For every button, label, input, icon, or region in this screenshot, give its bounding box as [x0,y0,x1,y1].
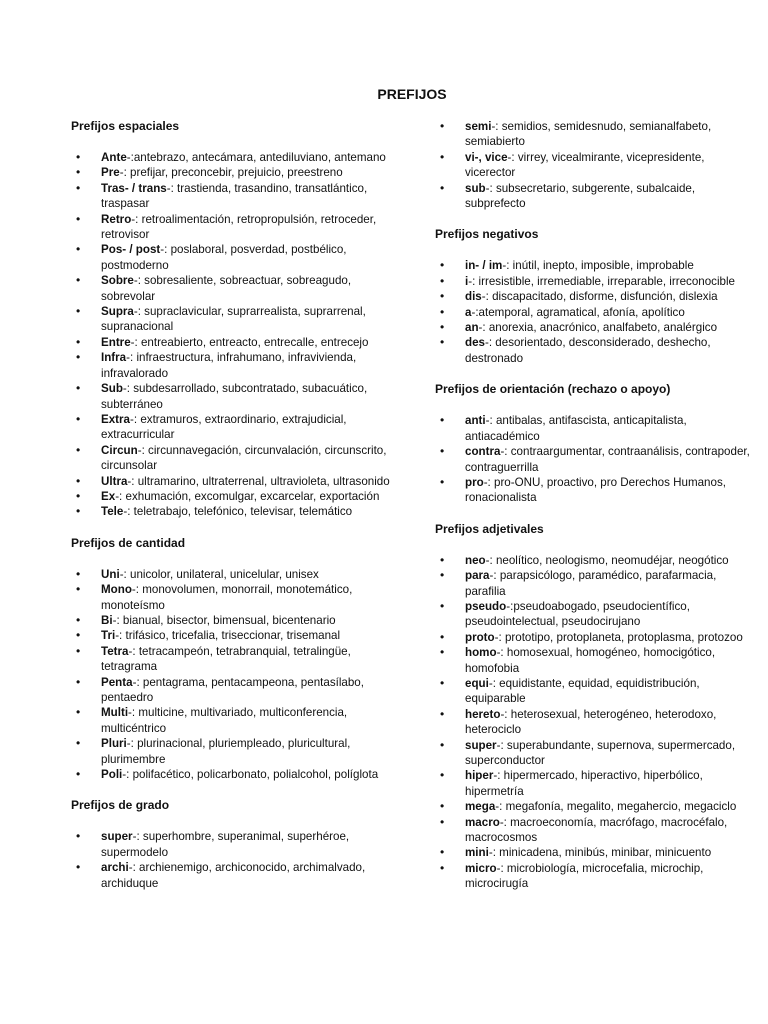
prefix-examples: parapsicólogo, paramédico, parafarmacia, parafilia [465,569,717,598]
prefix-separator: -: [132,830,143,844]
prefix-term: Tri [101,629,116,643]
list-item [71,489,396,504]
prefix-examples: desorientado, desconsiderado, deshecho, destronado [465,336,711,365]
prefix-term: Ex [101,489,116,503]
prefix-examples: discapacitado, disforme, disfunción, dislexia [492,290,718,304]
list-item [71,273,396,304]
prefix-examples: semidios, semidesnudo, semianalfabeto, semiabierto [465,120,712,149]
prefix-examples: superhombre, superanimal, superhéroe, supermodelo [101,830,350,859]
prefix-separator: -: [123,505,134,519]
prefix-separator: -: [131,212,142,226]
prefix-examples: subdesarrollado, subcontratado, subacuático, subterráneo [101,382,368,411]
prefix-examples: homosexual, homogéneo, homocigótico, homofobia [465,646,716,675]
list-item [71,504,396,519]
prefix-separator: -: [122,768,133,782]
prefix-separator: -: [496,646,507,660]
prefix-term: anti [465,414,486,428]
prefix-term: Ultra [101,474,128,488]
list-item [435,599,755,630]
list-item [435,289,755,304]
prefix-term: Entre [101,335,131,349]
prefix-term: Ante [101,151,127,164]
prefix-term: Tetra [101,644,129,658]
prefix-separator: -: [112,613,123,627]
prefix-separator: -: [496,738,507,752]
prefix-separator: -: [115,489,126,503]
prefix-examples: neolítico, neologismo, neomudéjar, neogótico [495,553,729,567]
prefix-list [71,829,396,891]
prefix-examples: superabundante, supernova, supermercado, superconductor [465,738,736,767]
prefix-separator: -: [483,475,494,489]
prefix-list [71,567,396,783]
list-item [435,181,755,212]
section-heading-prefijos-de-orientacion-rechazo-o-apoyo: Prefijos de orientación (rechazo o apoyo) [435,382,671,397]
prefix-examples: supraclavicular, suprarrealista, suprarrenal, supranacional [101,305,366,334]
prefix-examples: archienemigo, archiconocido, archimalvado, archiduque [101,861,366,890]
prefix-examples: prototipo, protoplaneta, protoplasma, protozoo [504,630,743,644]
prefix-term: Circun [101,443,138,457]
list-item [71,443,396,474]
prefix-separator: -: [132,675,143,689]
prefix-separator: -: [478,321,489,335]
prefix-examples: antibalas, antifascista, anticapitalista, antiacadémico [465,414,687,443]
prefix-separator: -: [126,151,134,164]
list-item [435,568,755,599]
prefix-examples: sobresaliente, sobreactuar, sobreagudo, sobrevolar [101,274,352,303]
prefix-separator: -: [468,274,479,288]
list-item [435,707,755,738]
prefix-term: micro [465,861,497,875]
prefix-term: Pluri [101,737,127,751]
prefix-examples: retroalimentación, retropropulsión, retroceder, retrovisor [101,212,377,242]
prefix-examples: unicolor, unilateral, unicelular, unisex [130,567,319,581]
prefix-term: Sub [101,382,123,396]
list-item [435,413,755,444]
prefix-term: dis [465,290,482,304]
list-item [71,582,396,613]
prefix-examples: microbiología, microcefalia, microchip, microcirugía [465,861,704,891]
prefix-examples: minicadena, minibús, minibar, minicuento [499,846,712,860]
list-item [435,845,755,860]
prefix-term: hereto [465,707,501,721]
prefix-term: sub [465,181,486,195]
prefix-separator: -: [484,336,496,350]
prefix-term: Infra [101,351,127,365]
prefix-separator: -: [127,474,138,488]
prefix-examples: entreabierto, entreacto, entrecalle, entrecejo [140,335,369,349]
prefix-term: Supra [101,305,134,319]
prefix-examples: virrey, vicealmirante, vicepresidente, vicerector [465,150,705,180]
prefix-term: mini [465,846,489,860]
prefix-term: semi [465,120,492,133]
prefix-term: super [465,738,497,752]
prefix-term: macro [465,815,500,829]
list-item [71,675,396,706]
prefix-term: Retro [101,212,132,226]
prefix-separator: -: [126,737,138,751]
prefix-examples: monovolumen, monorrail, monotemático, monoteísmo [101,583,353,612]
prefix-term: Multi [101,706,129,720]
prefix-separator: -: [133,274,145,288]
section-heading-prefijos-de-grado: Prefijos de grado [71,798,170,813]
list-item [435,274,755,289]
prefix-examples: ultramarino, ultraterrenal, ultravioleta, ultrasonido [137,474,390,488]
list-item [71,242,396,273]
prefix-term: pro [465,475,484,489]
prefix-separator: -: [126,351,137,365]
prefix-examples: pro-ONU, proactivo, pro Derechos Humanos, ronacionalista [465,475,726,505]
prefix-separator: -: [495,800,506,814]
prefix-term: proto [465,630,495,644]
list-item [435,799,755,814]
prefix-separator: -: [160,243,171,257]
prefix-examples: hipermercado, hiperactivo, hiperbólico, hipermetría [465,769,703,798]
prefix-examples: irresistible, irremediable, irreparable, irreconocible [478,274,736,288]
list-item [71,567,396,582]
prefix-term: equi [465,676,489,690]
prefix-examples: megafonía, megalito, megahercio, megaciclo [505,800,737,814]
list-item [71,860,396,891]
list-item [71,412,396,443]
prefix-separator: -: [166,181,178,195]
list-item [71,474,396,489]
prefix-examples: trastienda, trasandino, transatlántico, traspasar [101,181,368,211]
prefix-term: Uni [101,567,120,581]
prefix-term: Mono [101,583,132,597]
prefix-list [435,413,755,505]
prefix-term: i [465,274,469,288]
list-item [435,320,755,335]
prefix-term: Penta [101,675,133,689]
prefix-separator: -: [496,861,507,875]
prefix-examples: pentagrama, pentacampeona, pentasílabo, pentaedro [101,675,364,704]
prefix-separator: -: [488,846,500,860]
prefix-examples: poslaboral, posverdad, postbélico, postmoderno [101,243,347,272]
prefix-examples: prefijar, preconcebir, prejuicio, preestreno [130,166,343,180]
prefix-separator: -: [494,630,505,644]
list-item [435,630,755,645]
prefix-separator: -: [119,166,131,180]
list-item [71,736,396,767]
prefix-term: Sobre [101,274,134,288]
list-item [71,212,396,243]
prefix-term: homo [465,646,497,660]
prefix-examples: equidistante, equidad, equidistribución, equiparable [465,676,700,706]
list-item [435,738,755,769]
left-column [71,119,396,891]
prefix-term: pseudo [465,599,507,613]
prefix-term: des [465,336,485,350]
prefix-term: Pre [101,166,120,180]
prefix-term: para [465,569,490,583]
prefix-separator: -: [119,567,130,581]
prefix-separator: -: [481,290,493,304]
prefix-separator: -: [500,707,511,721]
prefix-examples: multicine, multivariado, multiconferencia, multicéntrico [101,706,348,735]
list-item [71,165,396,180]
list-item [71,181,396,212]
prefix-term: archi [101,861,129,875]
list-item [71,335,396,350]
prefix-examples: atemporal, agramatical, afonía, apolítico [478,305,685,319]
prefix-term: mega [465,800,496,814]
section-heading-prefijos-negativos: Prefijos negativos [435,227,539,242]
prefix-term: an [465,321,479,335]
list-item [435,444,755,475]
prefix-list [435,258,755,366]
list-item [71,304,396,335]
prefix-examples: infraestructura, infrahumano, infravivienda, infravalorado [101,351,357,380]
list-item [435,768,755,799]
list-item [71,350,396,381]
prefix-separator: -: [485,553,496,567]
list-item [435,258,755,273]
prefix-examples: anorexia, anacrónico, analfabeto, analérgico [488,321,718,335]
list-item [435,475,755,506]
prefix-separator: -: [502,259,513,273]
list-item [71,767,396,782]
prefix-separator: -: [488,676,500,690]
prefix-term: a [465,305,472,319]
prefix-separator: -: [506,599,514,613]
section-heading-prefijos-espaciales: Prefijos espaciales [71,119,180,133]
prefix-term: contra [465,445,501,459]
prefix-examples: inútil, inepto, imposible, improbable [512,259,694,273]
prefix-separator: -: [131,583,143,597]
prefix-examples: antebrazo, antecámara, antediluviano, antemano [133,151,386,164]
prefix-term: neo [465,553,486,567]
prefix-examples: pseudoabogado, pseudocientífico, pseudointelectual, pseudocirujano [465,599,690,629]
prefix-separator: -: [130,412,141,426]
prefix-separator: -: [493,769,504,783]
prefix-separator: -: [115,629,126,643]
prefix-list [435,553,755,892]
prefix-separator: -: [137,443,149,457]
prefix-examples: extramuros, extraordinario, extrajudicial, extracurricular [101,412,347,442]
prefix-examples: plurinacional, pluriempleado, pluricultural, plurimembre [101,737,351,766]
prefix-term: Poli [101,768,123,782]
prefix-examples: teletrabajo, telefónico, televisar, telemático [133,505,353,519]
prefix-separator: -: [485,181,496,195]
list-item [71,150,396,165]
prefix-term: Extra [101,412,131,426]
list-item [71,705,396,736]
prefix-separator: -: [500,445,511,459]
prefix-term: vi-, vice [465,150,508,164]
list-item [71,628,396,643]
prefix-separator: -: [471,305,479,319]
prefix-separator: -: [122,382,134,396]
prefix-separator: -: [499,815,511,829]
prefix-term: Tras- / trans [101,181,167,195]
prefix-examples: subsecretario, subgerente, subalcaide, subprefecto [465,181,696,211]
prefix-examples: macroeconomía, macrófago, macrocéfalo, macrocosmos [465,815,728,845]
list-item [435,150,755,181]
page-title: PREFIJOS [377,86,447,102]
prefix-term: super [101,830,133,844]
section-heading-prefijos-adjetivales: Prefijos adjetivales [435,521,544,536]
prefix-separator: -: [485,414,496,428]
prefix-list [71,150,396,520]
prefix-term: Tele [101,505,124,519]
prefix-term: in- / im [465,259,503,273]
prefix-separator: -: [489,569,500,583]
prefix-term: hiper [465,769,494,783]
prefix-separator: -: [133,305,145,319]
prefix-separator: -: [128,706,139,720]
list-item [71,644,396,675]
list-item [435,645,755,676]
list-item [71,381,396,412]
prefix-examples: exhumación, excomulgar, excarcelar, exportación [125,489,380,503]
prefix-separator: -: [128,861,140,875]
prefix-examples: heterosexual, heterogéneo, heterodoxo, heterociclo [465,707,717,737]
right-column [435,119,755,892]
prefix-examples: bianual, bisector, bimensual, bicentenario [122,613,336,627]
list-item [435,815,755,846]
list-item [435,676,755,707]
prefix-examples: polifacético, policarbonato, polialcohol, políglota [132,768,379,782]
prefix-list [435,119,755,211]
prefix-term: Bi [101,613,113,627]
prefix-examples: trifásico, tricefalia, triseccionar, trisemanal [125,629,341,643]
list-item [71,829,396,860]
prefix-separator: -: [507,150,518,164]
prefix-term: Pos- / post [101,243,161,257]
prefix-separator: -: [491,120,502,133]
list-item [435,553,755,568]
section-heading-prefijos-de-cantidad: Prefijos de cantidad [71,535,186,550]
list-item [435,335,755,366]
prefix-examples: contraargumentar, contraanálisis, contrapoder, contraguerrilla [465,445,750,474]
prefix-examples: circunnavegación, circunvalación, circunscrito, circunsolar [101,443,387,473]
prefix-separator: -: [130,335,141,349]
list-item [435,861,755,892]
prefix-examples: tetracampeón, tetrabranquial, tetralingüe, tetragrama [101,644,351,674]
list-item [71,613,396,628]
prefix-separator: -: [128,644,139,658]
list-item [435,305,755,320]
list-item [435,119,755,150]
